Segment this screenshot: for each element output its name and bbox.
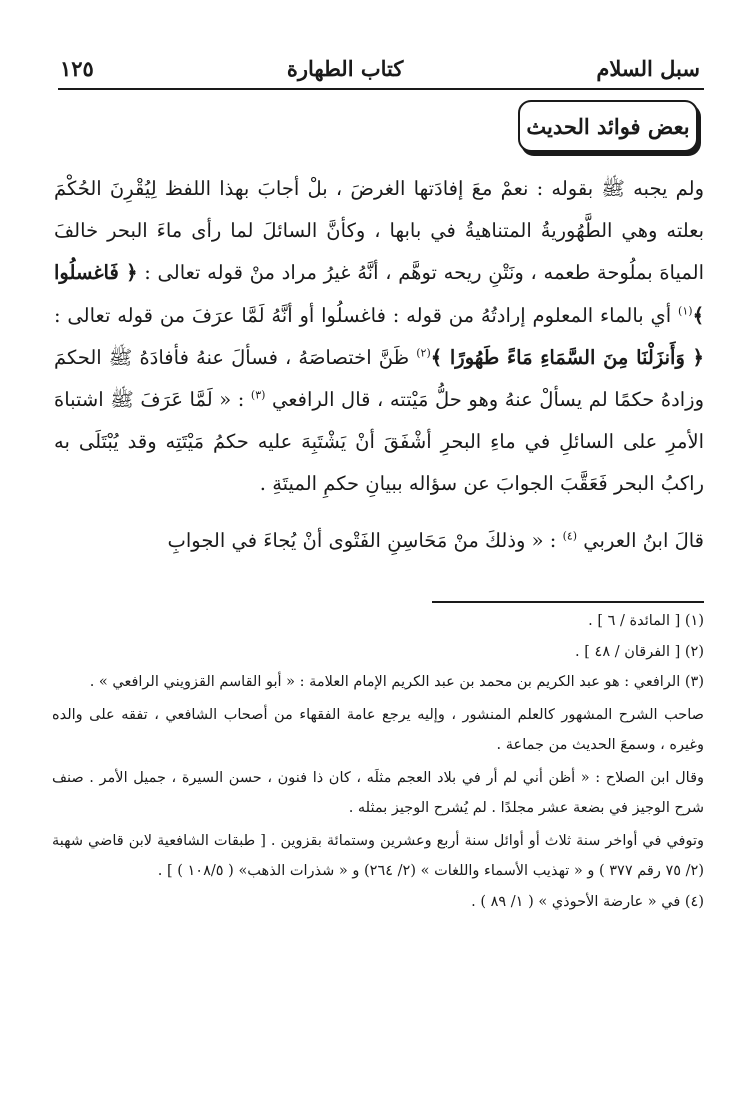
footnotes <box>52 606 704 917</box>
footnote-marker[interactable]: (١) <box>678 304 693 318</box>
footnote-marker[interactable]: (٤) <box>562 529 578 543</box>
footnote-2: (٢) [ الفرقان / ٤٨ ] . <box>575 643 704 660</box>
book-title: سبل السلام <box>596 55 700 81</box>
header-rule <box>58 88 704 90</box>
footnote-marker[interactable]: (٣) <box>250 388 266 402</box>
footnote-3-continued: وقال ابن الصلاح : « أظن أني لم أر في بلاد العجم مثلَه ، كان ذا فنون ، حسن السيرة ، جميل الأمر . صنف شرح الوجيز في بضعة عشر مجلدًا . لم يُشرح الوجيز بمثله . <box>52 769 704 816</box>
text-run: : « وذلكَ منْ مَحَاسِنِ الفَتْوى أنْ يُجاءَ في الجوابِ <box>167 528 563 552</box>
text-run: ظَنَّ اختصاصَهُ ، فسألَ عنهُ فأفادَهُ ﷺ الحكمَ وزادهُ حكمًا لم يسألْ عنهُ وهو حلُّ مَيْتته ، قال الرافعي <box>54 345 704 412</box>
quran-quote: ﴿ فَاغسلُوا ﴾ <box>54 261 704 327</box>
footnote-4: (٤) في « عارضة الأحوذي » ( ١/ ٨٩ ) . <box>471 893 704 910</box>
running-header <box>60 50 700 86</box>
footnote-3-continued: وتوفي في أواخر سنة ثلاث أو أوائل سنة أربع وعشرين وستمائة بقزوين . [ طبقات الشافعية لابن قاضي شهبة (٢/ ٧٥ رقم ٣٧٧ ) و « تهذيب الأسماء واللغات » (٢/ ٢٦٤) و « شذرات الذهب» ( ١٠٨/٥ ) ] . <box>52 832 704 879</box>
quran-quote: ﴿ وَأَنزَلْنَا مِنَ السَّمَاءِ مَاءً طَهُورًا ﴾ <box>430 345 704 369</box>
footnote-3-continued: صاحب الشرح المشهور كالعلم المنشور ، وإليه يرجع عامة الفقهاء من أصحاب الشافعي ، تفقه على والده وغيره ، وسمعَ الحديث من جماعة . <box>52 706 704 753</box>
main-text <box>54 168 704 562</box>
chapter-title: كتاب الطهارة <box>286 55 404 81</box>
footnote-1: (١) [ المائدة / ٦ ] . <box>588 613 704 629</box>
footnote-separator <box>432 601 704 603</box>
section-title: بعض فوائد الحديث <box>526 113 690 139</box>
footnote-marker[interactable]: (٢) <box>416 346 431 360</box>
section-title-box <box>518 100 698 152</box>
text-run: أي بالماء المعلوم إرادتُهُ من قوله : فاغسلُوا أو أنَّهُ لَمَّا عرَفَ من قوله تعالى : <box>54 303 679 327</box>
page-number: ١٢٥ <box>60 55 94 81</box>
text-run: قالَ ابنُ العربي <box>577 528 704 552</box>
text-run: : « لَمَّا عَرَفَ ﷺ اشتباهَ الأمرِ على السائلِ في ماءِ البحرِ أشْفَقَ أنْ يَشْتَبِهَ عليه حكمُ مَيْتَتِه وقد يُبْتَلَى به راكبُ البحر فَعَقَّبَ الجوابَ عن سؤاله ببيانِ حكمِ الميتَةِ . <box>54 388 704 496</box>
text-run: ولم يجبه ﷺ بقوله : نعمْ معَ إفادَتها الغرضَ ، بلْ أجابَ بهذا اللفظ لِيُقْرِنَ الحُكْمَ بعلته وهي الطَّهُوريةُ المتناهيةُ في بابها ، وكأنَّ السائلَ لما رأى ماءَ البحر خالفَ المياهَ بملُوحة طعمه ، ونَتْنِ ريحه توهَّم ، أنَّهُ غيرُ مراد منْ قوله تعالى : <box>54 177 704 285</box>
paragraph-1 <box>54 168 704 506</box>
paragraph-2 <box>54 520 704 562</box>
footnote-3: (٣) الرافعي : هو عبد الكريم بن محمد بن عبد الكريم الإمام العلامة : « أبو القاسم القزويني الرافعي » . <box>89 674 704 690</box>
